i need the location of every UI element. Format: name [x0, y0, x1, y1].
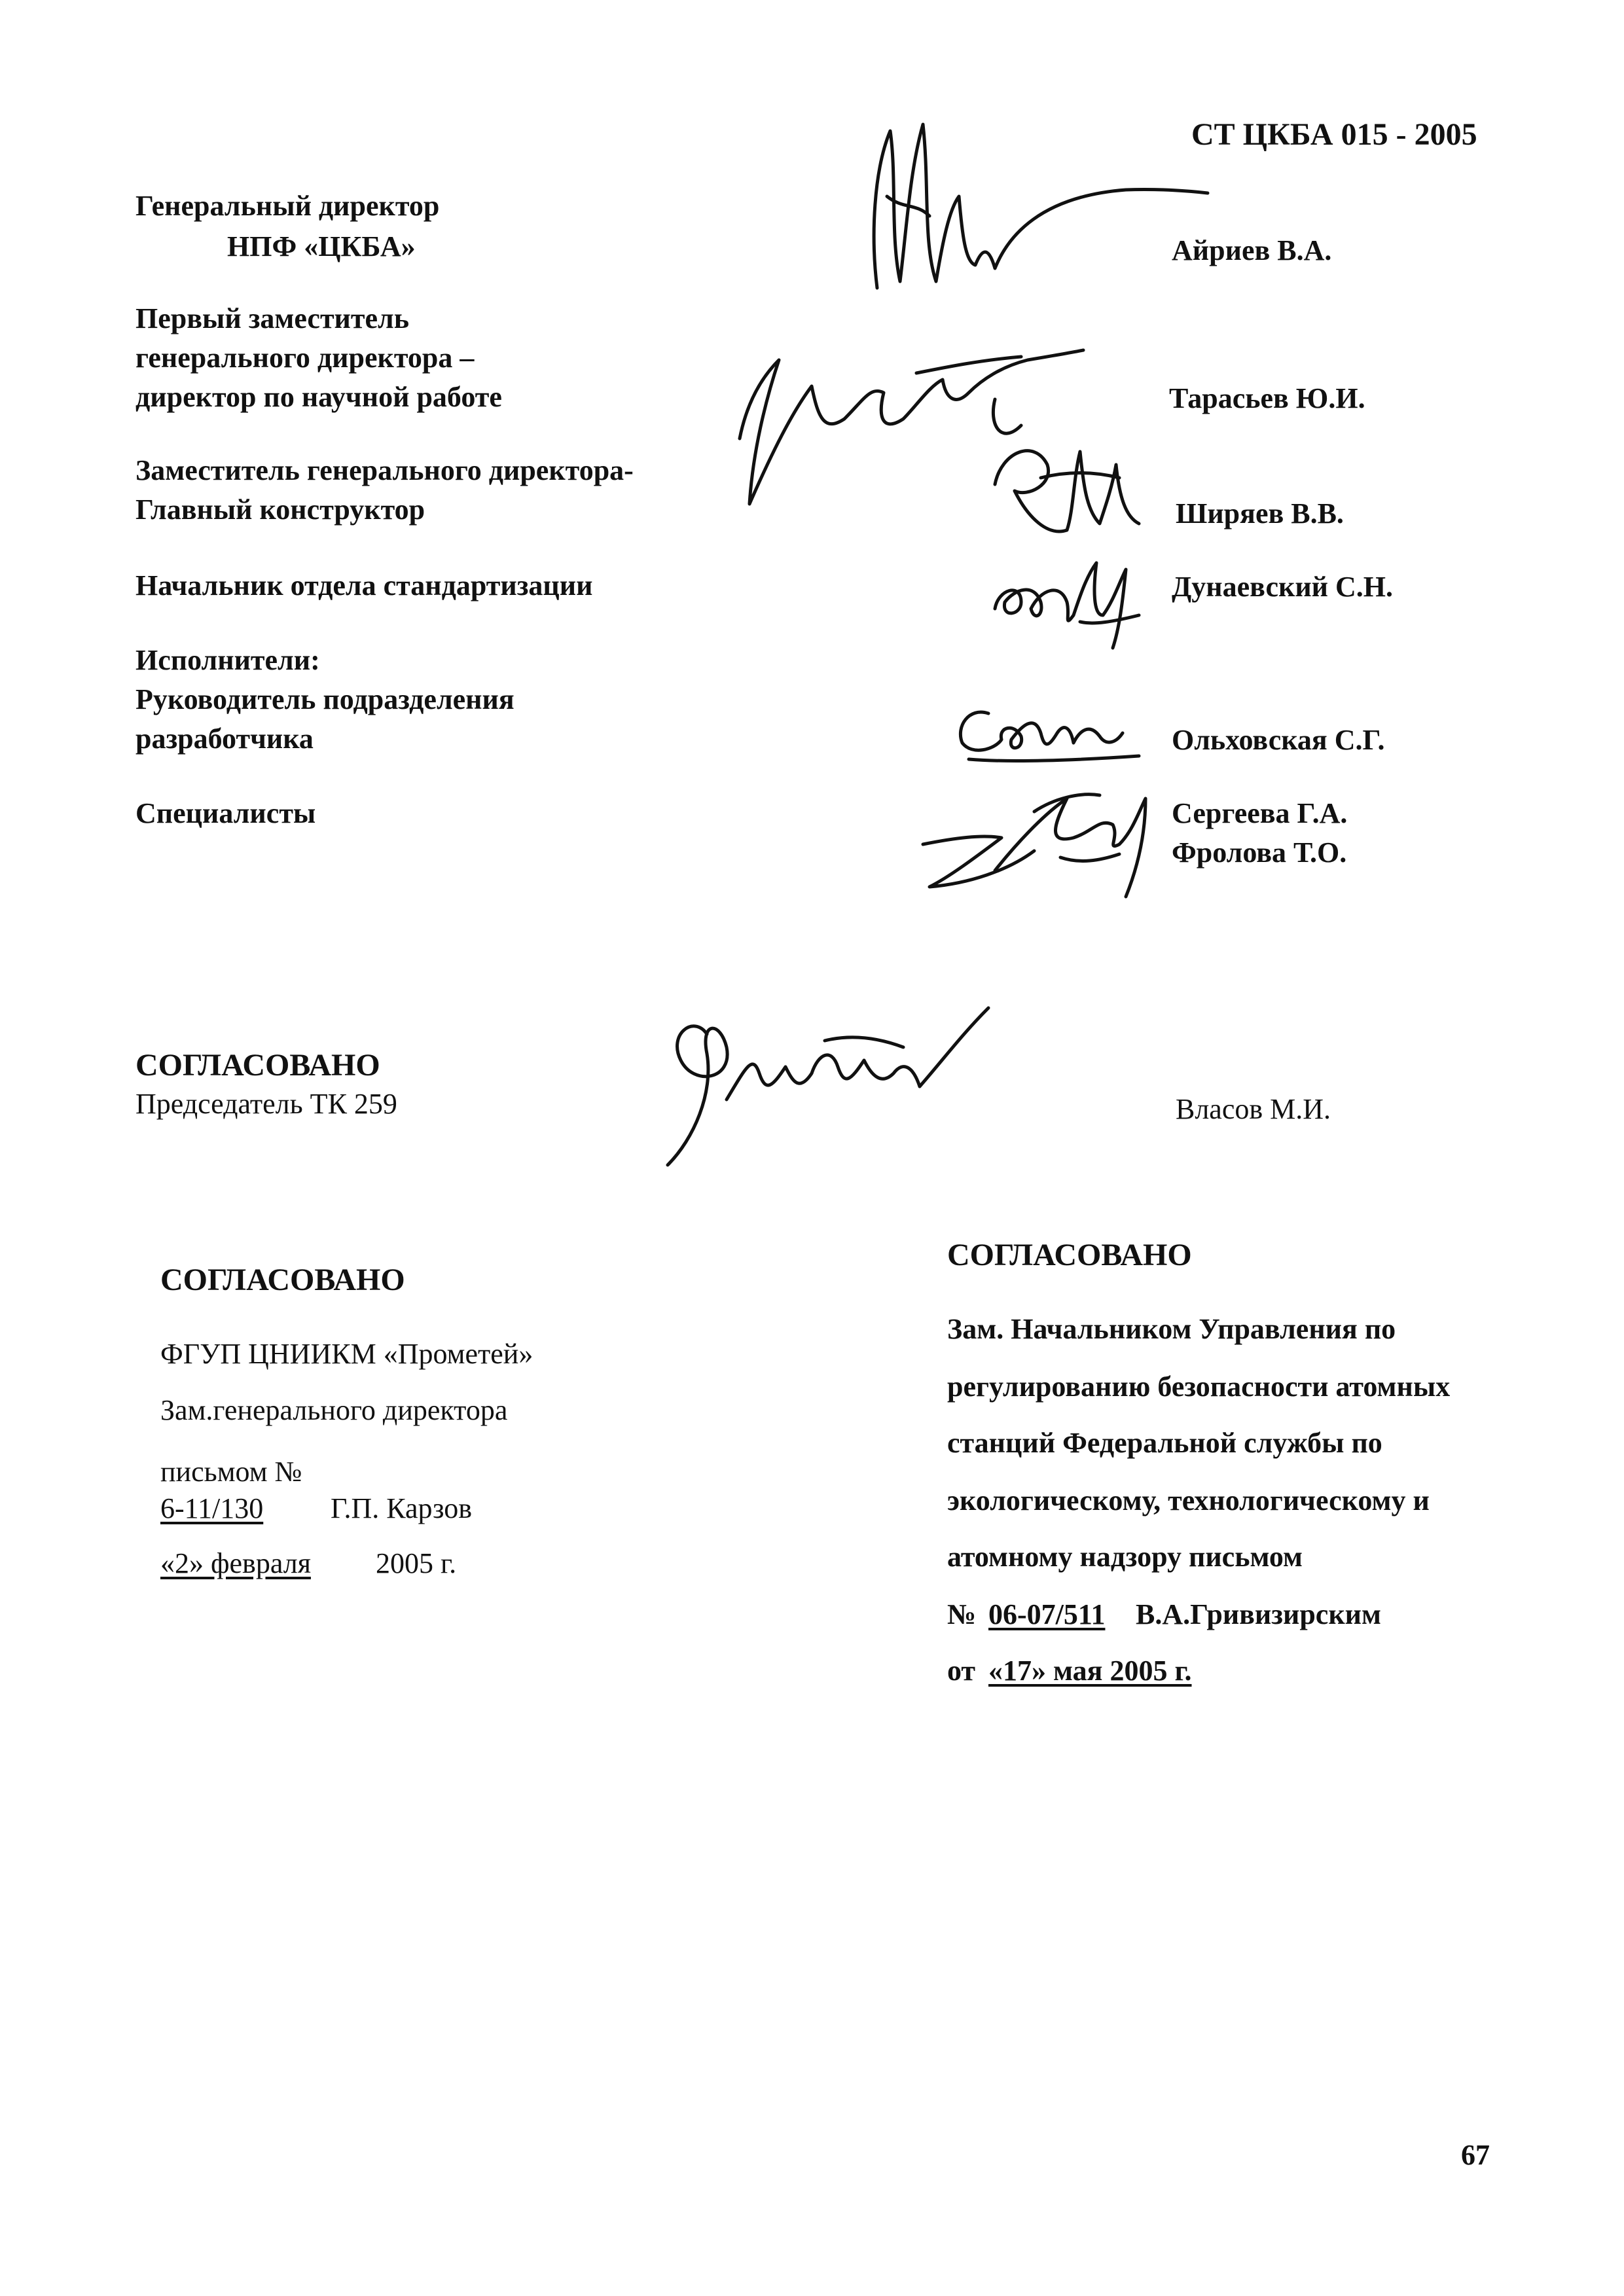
position-first-deputy-line1: Первый заместитель: [135, 302, 409, 334]
position-general-director-line2: НПФ «ЦКБА»: [227, 230, 416, 262]
name-frolova: Фролова Т.О.: [1172, 836, 1347, 869]
agreed-tk-heading: СОГЛАСОВАНО: [135, 1048, 380, 1083]
agreed-left-letter-label: письмом №: [160, 1456, 302, 1488]
agreed-right-letter-number: 06-07/511: [988, 1598, 1106, 1630]
signature-specialists: [903, 772, 1165, 903]
name-sergeeva: Сергеева Г.А.: [1172, 797, 1348, 829]
agreed-tk-name: Власов М.И.: [1176, 1093, 1331, 1125]
position-chief-designer-line1: Заместитель генерального директора-: [135, 454, 634, 486]
agreed-right-line5: атомному надзору письмом: [947, 1541, 1303, 1573]
position-division-head-line2: разработчика: [135, 723, 314, 755]
agreed-right-number-prefix: №: [947, 1598, 977, 1630]
page-number: 67: [1461, 2139, 1490, 2171]
agreed-left-org: ФГУП ЦНИИКМ «Прометей»: [160, 1338, 533, 1370]
position-first-deputy-line2: генерального директора –: [135, 342, 475, 374]
signature-vlasov: [655, 995, 1008, 1191]
agreed-right-signer: В.А.Гривизирским: [1136, 1598, 1381, 1630]
position-standardization-head: Начальник отдела стандартизации: [135, 569, 593, 601]
position-first-deputy-line3: директор по научной работе: [135, 381, 502, 413]
name-olkhovskaya: Ольховская С.Г.: [1172, 724, 1385, 756]
agreed-right-date: «17» мая 2005 г.: [988, 1655, 1192, 1687]
position-specialists: Специалисты: [135, 797, 316, 829]
agreed-right-heading: СОГЛАСОВАНО: [947, 1238, 1192, 1272]
agreed-right-date-prefix: от: [947, 1655, 976, 1687]
position-chief-designer-line2: Главный конструктор: [135, 493, 425, 526]
agreed-left-date: «2» февраля: [160, 1547, 311, 1579]
signature-shiryaev: [975, 425, 1146, 550]
signature-dunaevsky: [982, 543, 1152, 655]
name-tarasyev: Тарасьев Ю.И.: [1169, 382, 1365, 414]
agreed-left-position: Зам.генерального директора: [160, 1394, 508, 1426]
name-shiryaev: Ширяев В.В.: [1176, 497, 1344, 529]
agreed-right-line1: Зам. Начальником Управления по: [947, 1313, 1396, 1345]
agreed-right-line2: регулированию безопасности атомных: [947, 1371, 1451, 1403]
position-performers-label: Исполнители:: [135, 644, 320, 676]
name-dunaevsky: Дунаевский С.Н.: [1172, 571, 1394, 603]
position-general-director-line1: Генеральный директор: [135, 190, 440, 222]
position-division-head-line1: Руководитель подразделения: [135, 683, 514, 715]
name-airiev: Айриев В.А.: [1172, 234, 1332, 266]
agreed-left-heading: СОГЛАСОВАНО: [160, 1263, 405, 1297]
agreed-left-signer: Г.П. Карзов: [331, 1492, 472, 1524]
agreed-tk-position: Председатель ТК 259: [135, 1088, 397, 1120]
agreed-left-year: 2005 г.: [376, 1547, 457, 1579]
document-code: СТ ЦКБА 015 - 2005: [1191, 117, 1477, 152]
agreed-right-line3: станций Федеральной службы по: [947, 1427, 1382, 1459]
signature-airiev: [851, 118, 1218, 327]
agreed-right-line4: экологическому, технологическому и: [947, 1484, 1430, 1516]
signature-olkhovskaya: [943, 687, 1152, 772]
agreed-left-letter-number: 6-11/130: [160, 1492, 264, 1524]
